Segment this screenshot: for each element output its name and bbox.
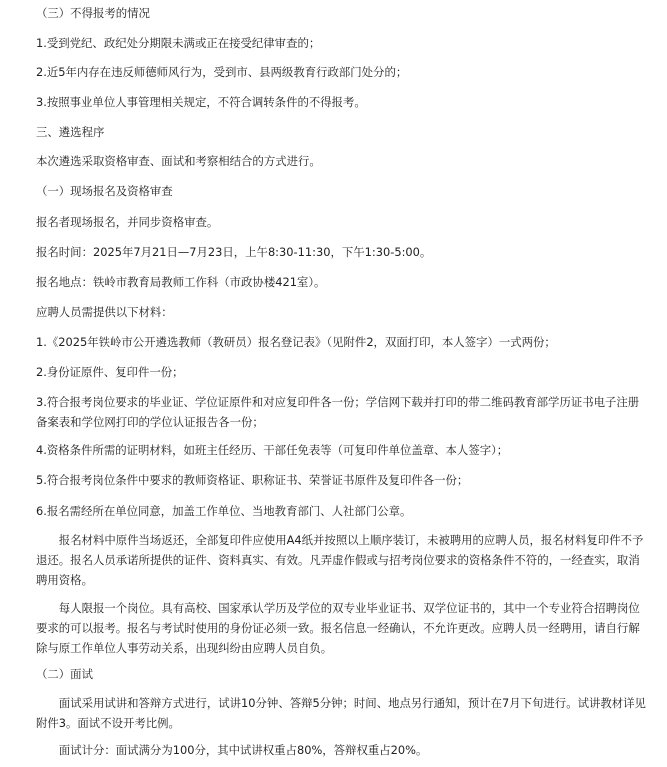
material-4-proof: 4.资格条件所需的证明材料，如班主任经历、干部任免表等（可复印件单位盖章、本人签字）； xyxy=(36,443,509,457)
registration-location: 报名地点：铁岭市教育局教师工作科（市政协楼421室）。 xyxy=(36,275,326,289)
registration-time: 报名时间：2025年7月21日—7月23日，上午8:30-11:30，下午1:30-5:00。 xyxy=(36,245,432,259)
materials-notice: 报名材料中原件当场返还，全部复印件应使用A4纸并按照以上顺序装订，未被聘用的应聘人员，报名材料复印件不予退还。报名人员承诺所提供的证件、资料真实、有效。凡弄虚作假或与招考岗位要求的资格条件不符的，一经查实，取消聘用资格。 xyxy=(36,533,644,587)
materials-intro: 应聘人员需提供以下材料： xyxy=(36,305,173,319)
heading-disqualification: （三）不得报考的情况 xyxy=(36,6,150,20)
material-1-form: 1.《2025年铁岭市公开遴选教师（教研员）报名登记表》（见附件2，双面打印，本人签字）一式两份； xyxy=(36,335,556,349)
heading-interview: （二）面试 xyxy=(36,667,93,681)
item-transfer-rules: 3.按照事业单位人事管理相关规定，不符合调转条件的不得报考。 xyxy=(36,95,366,109)
material-2-id: 2.身份证原件、复印件一份； xyxy=(36,365,184,379)
material-3-certificates: 3.符合报考岗位要求的毕业证、学位证原件和对应复印件各一份；学信网下载并打印的带二维码教育部学历证书电子注册备案表和学位网打印的学位认证报告各一份； xyxy=(36,395,640,429)
procedure-intro: 本次遴选采取资格审查、面试和考察相结合的方式进行。 xyxy=(36,154,321,168)
single-position-notice: 每人限报一个岗位。具有高校、国家承认学历及学位的双专业毕业证书、双学位证书的，其中一个专业符合招聘岗位要求的可以报考。报名与考试时使用的身份证必须一致。报名信息一经确认，不允许更改。应聘人员一经聘用，请自行解除与原工作单位人事劳动关系，出现纠纷由应聘人员自负。 xyxy=(36,601,640,655)
interview-format: 面试采用试讲和答辩方式进行，试讲10分钟、答辩5分钟；时间、地点另行通知，预计在7月下旬进行。试讲教材详见附件3。面试不设开考比例。 xyxy=(36,696,646,730)
item-ethics-violation: 2.近5年内存在违反师德师风行为，受到市、县两级教育行政部门处分的； xyxy=(36,65,408,79)
item-disciplinary: 1.受到党纪、政纪处分期限未满或正在接受纪律审查的； xyxy=(36,36,321,50)
material-5-qualifications: 5.符合报考岗位条件中要求的教师资格证、职称证书、荣誉证书原件及复印件各一份； xyxy=(36,473,469,487)
registration-note: 报名者现场报名，并同步资格审查。 xyxy=(36,215,219,229)
interview-scoring: 面试计分：面试满分为100分，其中试讲权重占80%，答辩权重占20%。 xyxy=(58,743,428,757)
material-6-approval: 6.报名需经所在单位同意，加盖工作单位、当地教育部门、人社部门公章。 xyxy=(36,504,412,518)
heading-selection-procedure: 三、遴选程序 xyxy=(36,125,105,139)
heading-registration: （一）现场报名及资格审查 xyxy=(36,184,173,198)
